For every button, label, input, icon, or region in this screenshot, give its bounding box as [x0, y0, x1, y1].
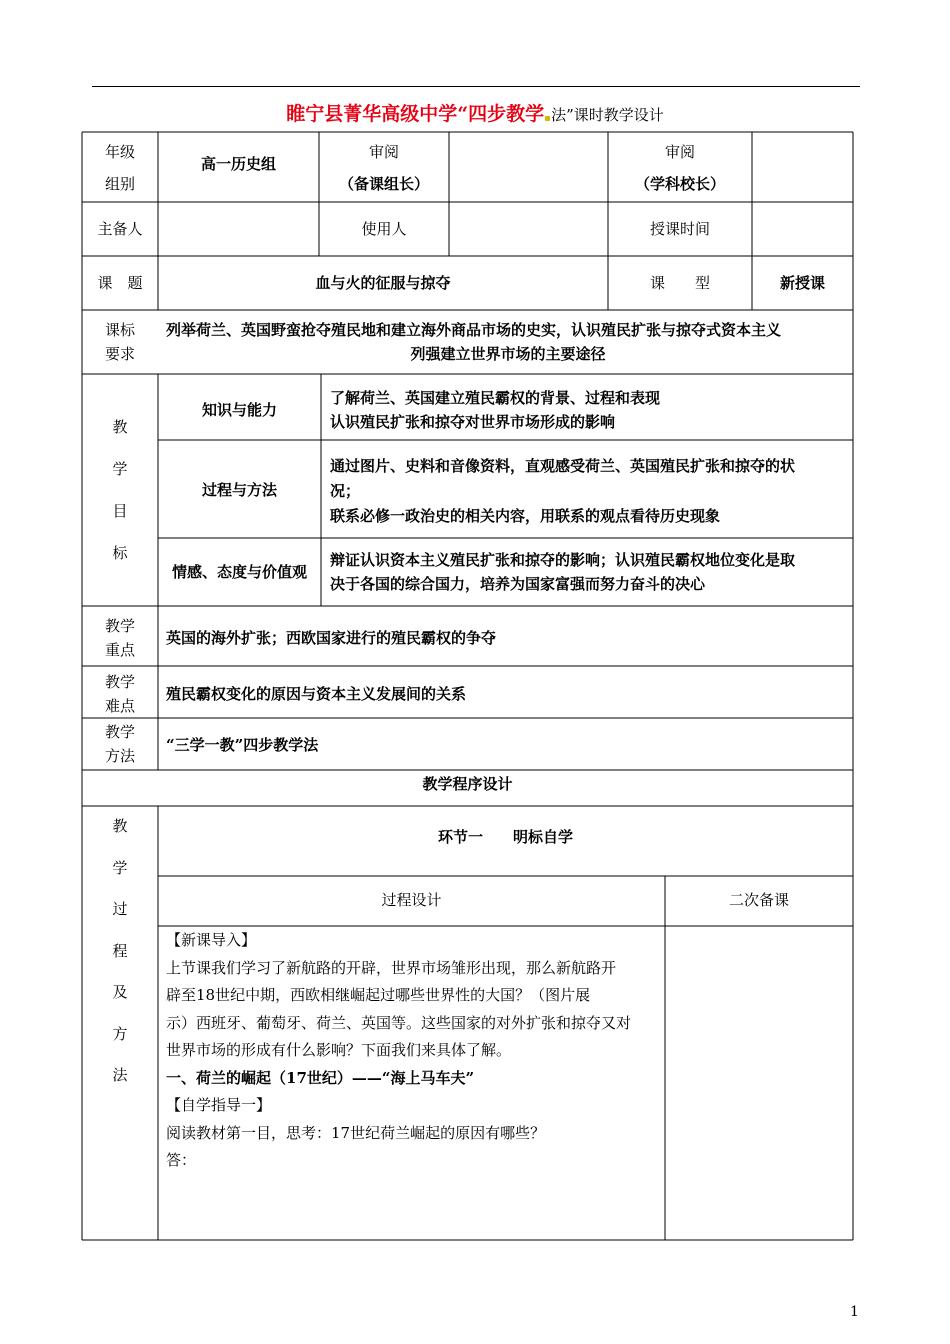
process-line1: 通过图片、史料和音像资料，直观感受荷兰、英国殖民扩张和掠夺的状	[330, 457, 796, 475]
process-design-content	[166, 927, 662, 1175]
grade-group-label	[82, 136, 158, 200]
preparer-value[interactable]	[158, 202, 319, 256]
key-points-label	[82, 614, 158, 662]
title-school: 睢宁县菁华高级中学“四步教学	[286, 103, 545, 125]
content-line-1: 【新课导入】	[166, 931, 257, 949]
lesson-time-label: 授课时间	[649, 220, 710, 238]
side-char7: 法	[112, 1066, 128, 1084]
title-rest: 法”课时教学设计	[551, 106, 664, 124]
standard-label	[82, 318, 158, 366]
method-value: “三学一教”四步教学法	[166, 736, 319, 754]
side-char3: 过	[112, 900, 128, 918]
difficulty-line1: 教学	[104, 673, 135, 691]
standard-label-line1: 课标	[104, 321, 135, 339]
objective-process-text	[330, 454, 850, 529]
lesson-type-label: 课 型	[649, 274, 710, 292]
topic-value: 血与火的征服与掠夺	[315, 274, 451, 292]
grade-label-line1: 年级	[104, 143, 135, 161]
review-principal-label	[608, 136, 752, 200]
knowledge-line1: 了解荷兰、英国建立殖民霸权的背景、过程和表现	[330, 389, 661, 407]
user-label: 使用人	[361, 220, 407, 238]
second-prep-header: 二次备课	[728, 891, 789, 909]
review-principal-value[interactable]	[752, 136, 853, 202]
objective-knowledge-label: 知识与能力	[201, 401, 277, 419]
review1-line1: 审阅	[368, 143, 399, 161]
content-line-4: 示）西班牙、葡萄牙、荷兰、英国等。这些国家的对外扩张和掠夺又对	[166, 1013, 632, 1032]
difficulty-label	[82, 670, 158, 718]
emotion-line1: 辩证认识资本主义殖民扩张和掠夺的影响；认识殖民霸权地位变化是取	[330, 551, 796, 569]
side-char4: 程	[112, 941, 128, 960]
process-line2: 况；	[330, 482, 361, 500]
method-label	[82, 720, 158, 768]
standard-text	[166, 318, 850, 366]
lesson-type-value: 新授课	[779, 274, 825, 292]
side-char1: 教	[112, 817, 128, 835]
review-group-leader-label	[319, 136, 449, 200]
objectives-label	[82, 406, 158, 574]
program-heading: 教学程序设计	[422, 775, 513, 793]
grade-group-value: 高一历史组	[200, 155, 276, 173]
standard-line2: 列强建立世界市场的主要途径	[410, 345, 606, 363]
review2-line2: （学科校长）	[634, 175, 725, 193]
section-heading-netherlands: 一、荷兰的崛起（17世纪）——“海上马车夫”	[166, 1068, 475, 1087]
standard-label-line2: 要求	[104, 345, 135, 363]
standard-line1: 列举荷兰、英国野蛮抢夺殖民地和建立海外商品市场的史实，认识殖民扩张与掠夺式资本主义	[166, 321, 782, 339]
objective-knowledge-text	[330, 386, 850, 434]
side-char2: 学	[112, 858, 128, 877]
stage-title: 环节一 明标自学	[437, 828, 573, 846]
method-line1: 教学	[104, 723, 135, 741]
grade-label-line2: 组别	[104, 175, 135, 193]
side-char6: 方	[112, 1024, 128, 1043]
emotion-line2: 决于各国的综合国力，培养为国家富强而努力奋斗的决心	[330, 575, 706, 593]
topic-label: 课 题	[97, 274, 143, 292]
difficulty-value: 殖民霸权变化的原因与资本主义发展间的关系	[166, 685, 467, 703]
process-line3: 联系必修一政治史的相关内容，用联系的观点看待历史现象	[330, 507, 721, 525]
page-number: 1	[850, 1304, 859, 1320]
review1-line2: （备课组长）	[338, 175, 429, 193]
lesson-time-value[interactable]	[752, 202, 853, 256]
objective-emotion-text	[330, 548, 850, 596]
key-points-line1: 教学	[104, 617, 135, 635]
objective-emotion-label: 情感、态度与价值观	[171, 563, 307, 581]
review2-line1: 审阅	[664, 143, 695, 161]
objectives-label-char2: 学	[112, 460, 128, 478]
objectives-label-char4: 标	[112, 544, 128, 562]
content-line-9: 答：	[166, 1151, 197, 1169]
process-side-label	[82, 806, 158, 1097]
review-group-leader-value[interactable]	[449, 136, 608, 202]
second-prep-cell[interactable]	[665, 926, 853, 1240]
process-design-header: 过程设计	[381, 891, 442, 909]
objectives-label-char3: 目	[112, 502, 128, 520]
key-points-value: 英国的海外扩张；西欧国家进行的殖民霸权的争夺	[166, 629, 497, 647]
content-line-7: 【自学指导一】	[166, 1096, 272, 1114]
method-line2: 方法	[104, 747, 135, 765]
user-value[interactable]	[449, 202, 608, 256]
objectives-label-char1: 教	[112, 418, 128, 436]
objective-process-label: 过程与方法	[201, 481, 277, 499]
knowledge-line2: 认识殖民扩张和掠夺对世界市场形成的影响	[330, 413, 616, 431]
key-points-line2: 重点	[104, 641, 135, 659]
side-char5: 及	[112, 983, 128, 1001]
content-line-3: 辟至18世纪中期，西欧相继崛起过哪些世界性的大国？（图片展	[166, 986, 591, 1004]
content-line-2: 上节课我们学习了新航路的开辟，世界市场雏形出现，那么新航路开	[166, 958, 617, 977]
content-line-5: 世界市场的形成有什么影响？下面我们来具体了解。	[166, 1041, 512, 1059]
difficulty-line2: 难点	[104, 697, 135, 715]
content-line-8: 阅读教材第一目，思考：17世纪荷兰崛起的原因有哪些？	[166, 1123, 546, 1142]
preparer-label: 主备人	[97, 220, 143, 238]
